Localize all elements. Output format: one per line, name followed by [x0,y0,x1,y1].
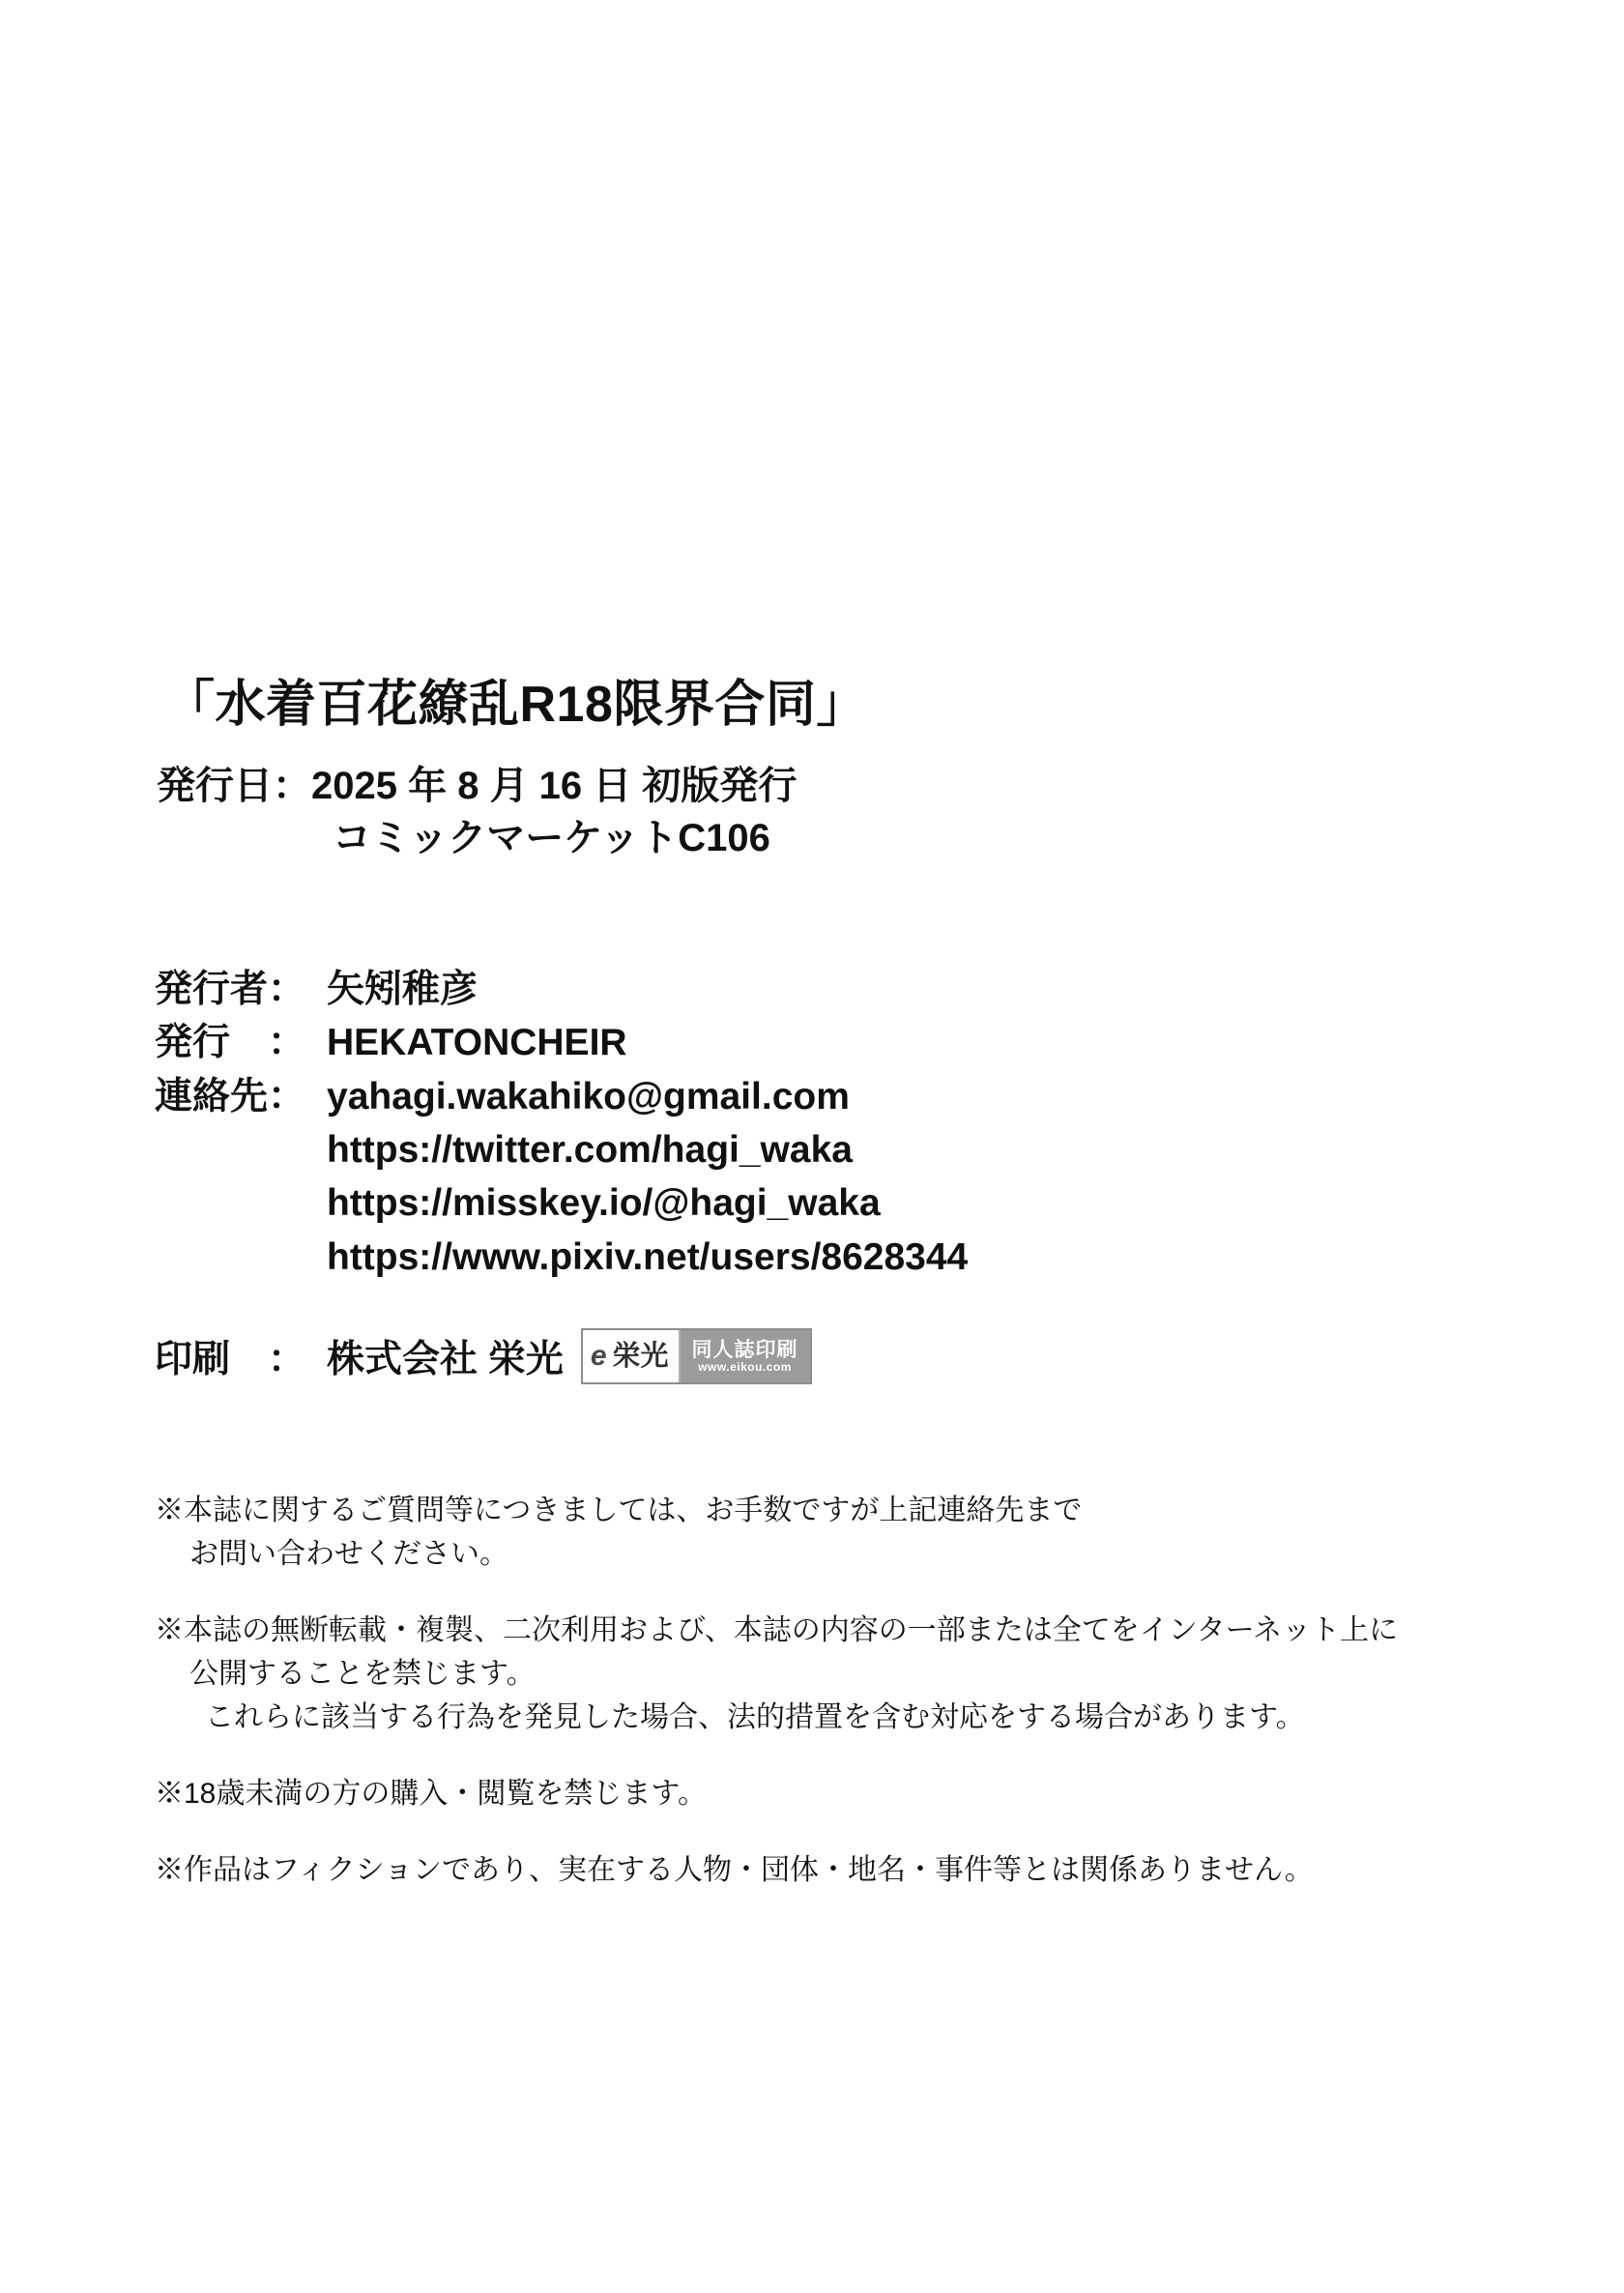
spacer [155,1284,1508,1328]
note-line: ※本誌に関するご質問等につきましては、お手数ですが上記連絡先まで [155,1495,1083,1526]
contact-email[interactable]: yahagi.wakahiko@gmail.com [327,1075,850,1117]
note-line: お問い合わせください。 [189,1538,508,1570]
notes-block [155,1489,1527,1925]
eikou-logo-left [583,1330,679,1382]
note-item [155,1848,1527,1892]
note-item [155,1609,1527,1739]
spacer [155,874,1508,963]
page-title: 「水着百花繚乱R18限界合同」 [164,677,867,733]
credit-value-circle: HEKATONCHEIR [327,1022,627,1064]
credit-label-publisher-person: 発行者： [155,968,306,1010]
publication-block [155,760,1508,864]
note-line: 公開することを禁じます。 [189,1658,536,1690]
note-line: ※作品はフィクションであり、実在する人物・団体・地名・事件等とは関係ありません。 [155,1854,1314,1886]
eikou-logo-right [681,1330,810,1382]
eikou-logo [581,1328,812,1384]
eikou-e-icon: e [590,1340,607,1373]
publication-event: コミックマーケットC106 [333,816,770,859]
credit-row-circle [155,1016,1508,1069]
credit-row-publisher-person [155,963,1508,1016]
credit-label-circle: 発行 ： [155,1022,306,1064]
eikou-logo-tagline: 同人誌印刷 [691,1338,798,1361]
credit-row-contact [155,1070,1508,1123]
contact-link-pixiv[interactable]: https://www.pixiv.net/users/8628344 [327,1235,969,1278]
credit-value-publisher-person: 矢矧稚彦 [327,968,478,1010]
note-item [155,1772,1527,1815]
colophon-block [155,677,1508,1384]
note-line: これらに該当する行為を発見した場合、法的措置を含む対応をする場合があります。 [205,1701,1305,1733]
contact-link-twitter[interactable]: https://twitter.com/hagi_waka [327,1128,853,1171]
eikou-logo-name: 栄光 [612,1340,669,1372]
note-item [155,1489,1527,1576]
printing-row [155,1328,1508,1384]
eikou-logo-url: www.eikou.com [698,1359,792,1374]
contact-link-misskey[interactable]: https://misskey.io/@hagi_waka [327,1182,881,1225]
printing-label: 印刷 ： [155,1339,306,1381]
note-line: ※本誌の無断転載・複製、二次利用および、本誌の内容の一部または全てをインターネット上に [155,1614,1399,1646]
publication-date: 発行日：2025 年 8 月 16 日 初版発行 [157,764,798,807]
credit-label-contact: 連絡先： [155,1075,306,1117]
note-line: ※18歳未満の方の購入・閲覧を禁じます。 [155,1778,707,1810]
printing-value: 株式会社 栄光 [327,1339,564,1381]
